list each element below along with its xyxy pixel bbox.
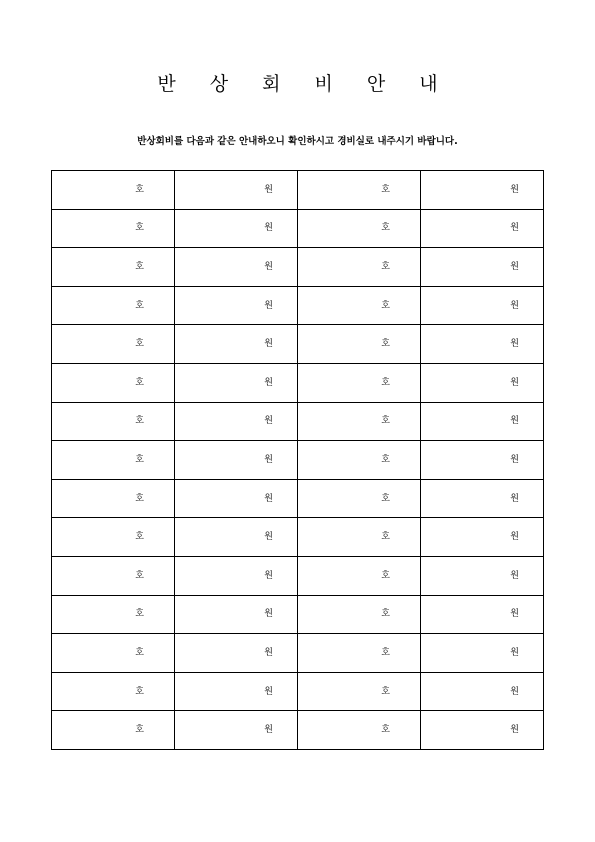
- table-row: [52, 518, 544, 557]
- fee-amount-cell: 원: [421, 402, 544, 441]
- unit-number-cell: 호: [52, 171, 175, 210]
- unit-number-cell: 호: [298, 171, 421, 210]
- unit-number-cell: 호: [298, 711, 421, 750]
- table-row: [52, 479, 544, 518]
- unit-number-cell: 호: [52, 634, 175, 673]
- fee-amount-cell: 원: [421, 672, 544, 711]
- page-title: 반 상 회 비 안 내: [157, 73, 452, 95]
- fee-amount-cell: 원: [175, 402, 298, 441]
- unit-number-cell: 호: [298, 556, 421, 595]
- fee-amount-cell: 원: [175, 171, 298, 210]
- unit-number-cell: 호: [52, 209, 175, 248]
- unit-number-cell: 호: [298, 595, 421, 634]
- table-row: [52, 441, 544, 480]
- table-row: [52, 711, 544, 750]
- table-row: [52, 248, 544, 287]
- unit-number-cell: 호: [298, 325, 421, 364]
- table-row: [52, 672, 544, 711]
- fee-amount-cell: 원: [175, 556, 298, 595]
- fee-amount-cell: 원: [421, 248, 544, 287]
- unit-number-cell: 호: [52, 402, 175, 441]
- unit-number-cell: 호: [52, 672, 175, 711]
- fee-amount-cell: 원: [421, 286, 544, 325]
- unit-number-cell: 호: [52, 556, 175, 595]
- fee-amount-cell: 원: [421, 556, 544, 595]
- unit-number-cell: 호: [298, 441, 421, 480]
- fee-amount-cell: 원: [421, 441, 544, 480]
- fee-amount-cell: 원: [421, 479, 544, 518]
- fee-amount-cell: 원: [175, 479, 298, 518]
- fee-amount-cell: 원: [421, 634, 544, 673]
- fee-amount-cell: 원: [421, 595, 544, 634]
- fee-amount-cell: 원: [175, 672, 298, 711]
- unit-number-cell: 호: [298, 634, 421, 673]
- fee-table-body: [52, 171, 544, 750]
- unit-number-cell: 호: [52, 248, 175, 287]
- fee-amount-cell: 원: [175, 363, 298, 402]
- unit-number-cell: 호: [52, 363, 175, 402]
- instruction-text: 반상회비를 다음과 같은 안내하오니 확인하시고 경비실로 내주시기 바랍니다.: [137, 136, 458, 147]
- unit-number-cell: 호: [298, 402, 421, 441]
- unit-number-cell: 호: [298, 209, 421, 248]
- fee-amount-cell: 원: [175, 209, 298, 248]
- fee-amount-cell: 원: [421, 325, 544, 364]
- fee-amount-cell: 원: [175, 286, 298, 325]
- fee-amount-cell: 원: [175, 595, 298, 634]
- table-row: [52, 325, 544, 364]
- unit-number-cell: 호: [298, 479, 421, 518]
- unit-number-cell: 호: [52, 441, 175, 480]
- unit-number-cell: 호: [298, 363, 421, 402]
- unit-number-cell: 호: [52, 595, 175, 634]
- fee-amount-cell: 원: [421, 363, 544, 402]
- unit-number-cell: 호: [52, 711, 175, 750]
- fee-amount-cell: 원: [175, 518, 298, 557]
- table-row: [52, 556, 544, 595]
- table-row: [52, 634, 544, 673]
- fee-amount-cell: 원: [421, 171, 544, 210]
- fee-amount-cell: 원: [421, 711, 544, 750]
- unit-number-cell: 호: [298, 286, 421, 325]
- table-row: [52, 171, 544, 210]
- unit-number-cell: 호: [52, 286, 175, 325]
- table-row: [52, 209, 544, 248]
- fee-amount-cell: 원: [175, 248, 298, 287]
- unit-number-cell: 호: [52, 479, 175, 518]
- unit-number-cell: 호: [298, 248, 421, 287]
- table-row: [52, 402, 544, 441]
- table-row: [52, 286, 544, 325]
- unit-number-cell: 호: [298, 672, 421, 711]
- fee-amount-cell: 원: [175, 441, 298, 480]
- fee-amount-cell: 원: [175, 634, 298, 673]
- table-row: [52, 595, 544, 634]
- unit-number-cell: 호: [298, 518, 421, 557]
- table-row: [52, 363, 544, 402]
- fee-amount-cell: 원: [421, 209, 544, 248]
- fee-amount-cell: 원: [175, 325, 298, 364]
- fee-amount-cell: 원: [175, 711, 298, 750]
- unit-number-cell: 호: [52, 325, 175, 364]
- fee-table: [51, 170, 544, 750]
- fee-amount-cell: 원: [421, 518, 544, 557]
- unit-number-cell: 호: [52, 518, 175, 557]
